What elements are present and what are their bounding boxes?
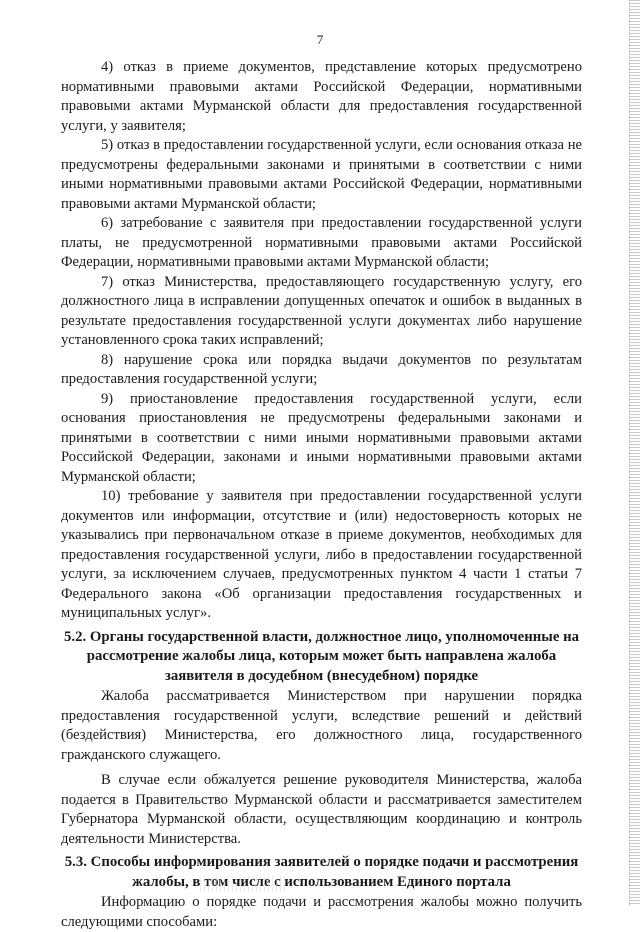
faint-stamp-mark	[200, 876, 286, 892]
list-item-9: 9) приостановление предоставления государственной услуги, если основания приостановления не предусмотрены федеральными законами и принятыми в соответствии с ними иными нормативными правовыми актами Российской Федерации, законами и иными нормативными правовыми актами Мурманской области;	[61, 390, 582, 485]
list-item-10: 10) требование у заявителя при предоставлении государственной услуги документов или информации, отсутствие и (или) недостоверность которых не указывались при первоначальном отказе в приеме документов, необходимых для предоставления государственной услуги, либо в предоставлении государственной услуги, за исключением случаев, предусмотренных пунктом 4 части 1 статьи 7 Федерального закона «Об организации предоставления государственных и муниципальных услуг».	[61, 488, 582, 621]
document-body	[61, 58, 582, 932]
scan-edge	[629, 0, 640, 905]
section-5-2-paragraph: В случае если обжалуется решение руководителя Министерства, жалоба подается в Правительство Мурманской области и рассматривается заместителем Губернатора Мурманской области, осуществляющим координацию и контроль деятельности Министерства.	[61, 772, 582, 847]
list-item-6: 6) затребование с заявителя при предоставлении государственной услуги платы, не предусмотренной нормативными правовыми актами Российской Федерации, нормативными правовыми актами Мурманской области;	[61, 215, 582, 270]
list-item-7: 7) отказ Министерства, предоставляющего государственную услугу, его должностного лица в исправлении допущенных опечаток и ошибок в выданных в результате предоставления государственной услуги документах либо нарушение установленного срока таких исправлений;	[61, 273, 582, 348]
section-5-3-paragraph: Информацию о порядке подачи и рассмотрения жалобы можно получить следующими способами:	[61, 894, 582, 930]
list-item-4: 4) отказ в приеме документов, представление которых предусмотрено нормативными правовыми актами Российской Федерации, нормативными правовыми актами Мурманской области для предоставления государственной услуги, у заявителя;	[61, 59, 582, 134]
section-5-2-paragraph: Жалоба рассматривается Министерством при нарушении порядка предоставления государственной услуги, вследствие решений и действий (бездействия) Министерства, его должностного лица, государственного гражданского служащего.	[61, 688, 582, 763]
list-item-5: 5) отказ в предоставлении государственной услуги, если основания отказа не предусмотрены федеральными законами и принятыми в соответствии с ними иными нормативными правовыми актами Российской Федерации, нормативными правовыми актами Мурманской области;	[61, 137, 582, 212]
page-number: 7	[316, 32, 324, 47]
section-5-2-heading: 5.2. Органы государственной власти, должностное лицо, уполномоченные на рассмотрение жалобы лица, которым может быть направлена жалоба заявителя в досудебном (внесудебном) порядке	[63, 628, 580, 684]
section-5-3-heading: 5.3. Способы информирования заявителей о порядке подачи и рассмотрения жалобы, в том числе с использованием Единого портала	[64, 854, 579, 890]
list-item-8: 8) нарушение срока или порядка выдачи документов по результатам предоставления государственной услуги;	[61, 351, 582, 387]
